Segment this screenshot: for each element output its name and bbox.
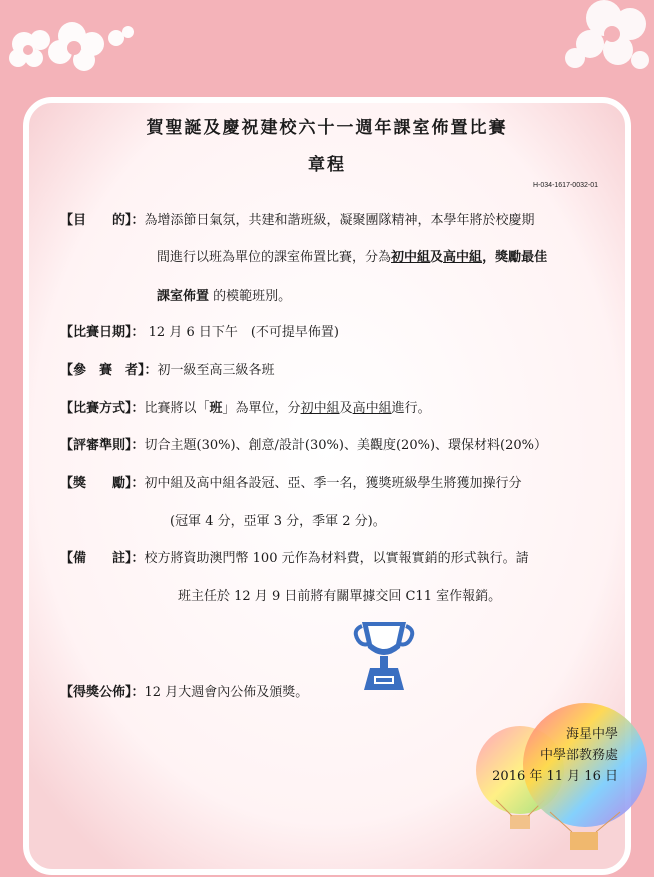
criteria-text: 切合主題(30%)、創意/設計(30%)、美觀度(20%)、環保材料(20%） <box>144 438 547 453</box>
criteria-row <box>60 434 547 453</box>
purpose-line2: 間進行以班為單位的課室佈置比賽，分為初中組及高中組，獎勵最佳 <box>157 250 548 265</box>
date-text: 12 月 6 日下午 (不可提早佈置) <box>144 325 340 340</box>
purpose-line3: 課室佈置 的模範班別。 <box>157 289 292 304</box>
school-name: 海星中學 <box>565 727 618 742</box>
awards-row <box>60 472 522 491</box>
announce-label: 【得獎公佈】： <box>60 685 145 700</box>
participants-label: 【參 賽 者】： <box>60 363 158 378</box>
awards-line1: 初中組及高中組各設冠、亞、季一名，獲獎班級學生將獲加操行分 <box>144 476 522 491</box>
document-number: H-034-1617-0032-01 <box>533 182 598 189</box>
announce-text: 12 月大週會內公佈及頒獎。 <box>144 685 309 700</box>
junior-group-text: 初中組 <box>391 250 431 265</box>
remarks-label: 【備 註】： <box>60 551 145 566</box>
participants-text: 初一級至高三級各班 <box>157 363 275 378</box>
remarks-line1: 校方將資助澳門幣 100 元作為材料費，以實報實銷的形式執行。請 <box>144 551 529 566</box>
purpose-line1: 為增添節日氣氛，共建和諧班級，凝聚團隊精神，本學年將於校慶期 <box>144 213 535 228</box>
method-label: 【比賽方式】： <box>60 401 145 416</box>
awards-label: 【獎 勵】： <box>60 476 145 491</box>
awards-line2: (冠軍 4 分，亞軍 3 分，季軍 2 分)。 <box>170 514 386 529</box>
remarks-line2: 班主任於 12 月 9 日前將有關單據交回 C11 室作報銷。 <box>178 589 502 604</box>
purpose-label: 【目 的】： <box>60 213 145 228</box>
signature-date: 2016 年 11 月 16 日 <box>492 769 618 784</box>
signature-block <box>492 724 618 787</box>
senior-group-text: 高中組 <box>443 250 483 265</box>
office-name: 中學部教務處 <box>539 748 618 763</box>
date-label: 【比賽日期】： <box>60 325 145 340</box>
trophy-icon <box>352 618 416 692</box>
remarks-row <box>60 547 529 566</box>
method-row: 【比賽方式】：比賽將以「班」為單位，分初中組及高中組進行。 <box>60 397 431 416</box>
page-title: 賀聖誕及慶祝建校六十一週年課室佈置比賽 <box>146 118 508 138</box>
participants-row <box>60 359 275 378</box>
purpose-row <box>60 209 535 228</box>
criteria-label: 【評審準則】： <box>60 438 145 453</box>
announce-row <box>60 681 308 700</box>
page-subtitle: 章程 <box>308 155 346 175</box>
date-row <box>60 321 339 340</box>
